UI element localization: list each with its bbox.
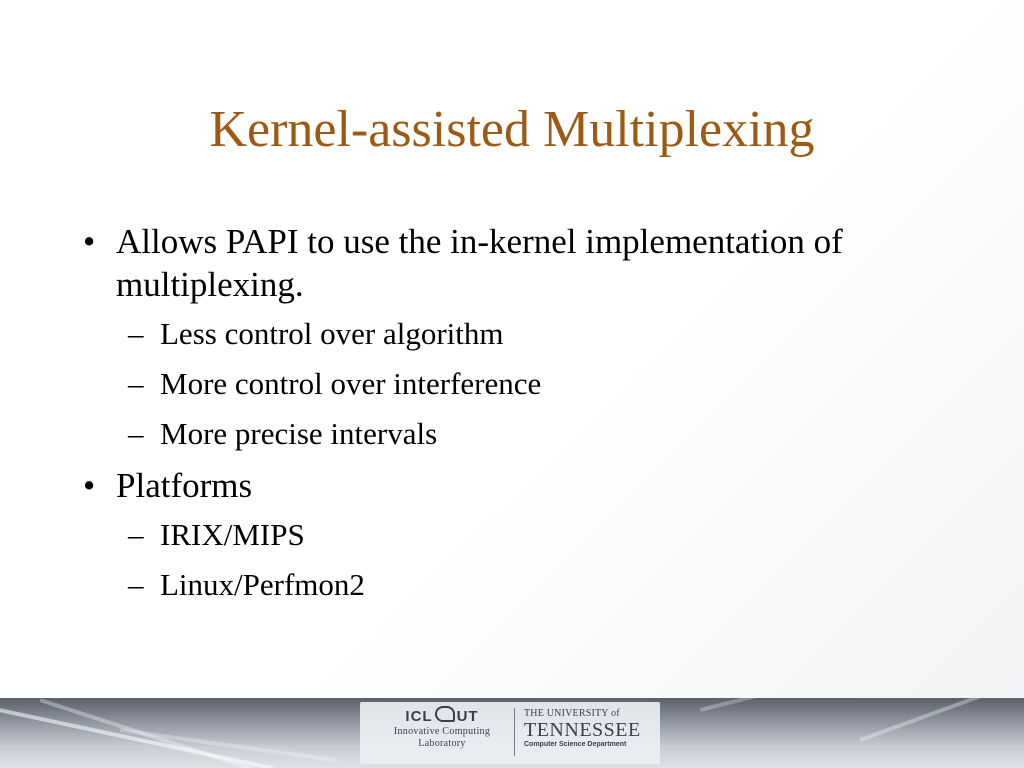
- icl-mark-left: ICL: [405, 708, 433, 725]
- icl-mark: [372, 706, 512, 726]
- sub-marker: –: [128, 416, 144, 451]
- sub-marker: –: [128, 517, 144, 552]
- icl-line1: Innovative Computing: [393, 726, 491, 737]
- icl-logo: [372, 706, 512, 762]
- icl-mark-right: UT: [456, 708, 479, 725]
- swirl-icon: [435, 706, 455, 722]
- sub-list: [80, 515, 960, 605]
- sub-marker: –: [128, 316, 144, 351]
- footer-streak: [859, 698, 1024, 742]
- sub-text: Less control over algorithm: [160, 316, 504, 351]
- sub-text: More precise intervals: [160, 416, 438, 451]
- ut-line2: TENNESSEE: [524, 719, 641, 741]
- sub-text: More control over interference: [160, 366, 542, 401]
- sub-text: Linux/Perfmon2: [160, 567, 365, 602]
- footer-streak: [39, 698, 288, 768]
- bullet-item: [80, 464, 960, 507]
- sub-item: [80, 515, 960, 555]
- ut-line1: THE UNIVERSITY of: [524, 708, 620, 719]
- icl-line2: Laboratory: [418, 738, 466, 749]
- sub-marker: –: [128, 567, 144, 602]
- sub-marker: –: [128, 366, 144, 401]
- bullet-marker: •: [83, 222, 96, 261]
- bullet-text: Allows PAPI to use the in-kernel implementation of multiplexing.: [116, 222, 843, 304]
- bullet-marker: •: [83, 466, 96, 505]
- footer-streak: [0, 704, 274, 768]
- bullet-text: Platforms: [116, 466, 253, 505]
- sub-item: [80, 414, 960, 454]
- sub-item: [80, 565, 960, 605]
- bullet-item: [80, 220, 960, 306]
- sub-list: [80, 314, 960, 454]
- ut-logo: [524, 708, 652, 762]
- sub-text: IRIX/MIPS: [160, 517, 305, 552]
- logo-divider: [514, 708, 515, 756]
- ut-line3: Computer Science Department: [524, 741, 627, 748]
- footer-band: [0, 698, 1024, 768]
- slide-title: Kernel-assisted Multiplexing: [209, 101, 815, 158]
- slide-content: [80, 220, 960, 615]
- footer-streak: [700, 698, 895, 712]
- sub-item: [80, 314, 960, 354]
- sub-item: [80, 364, 960, 404]
